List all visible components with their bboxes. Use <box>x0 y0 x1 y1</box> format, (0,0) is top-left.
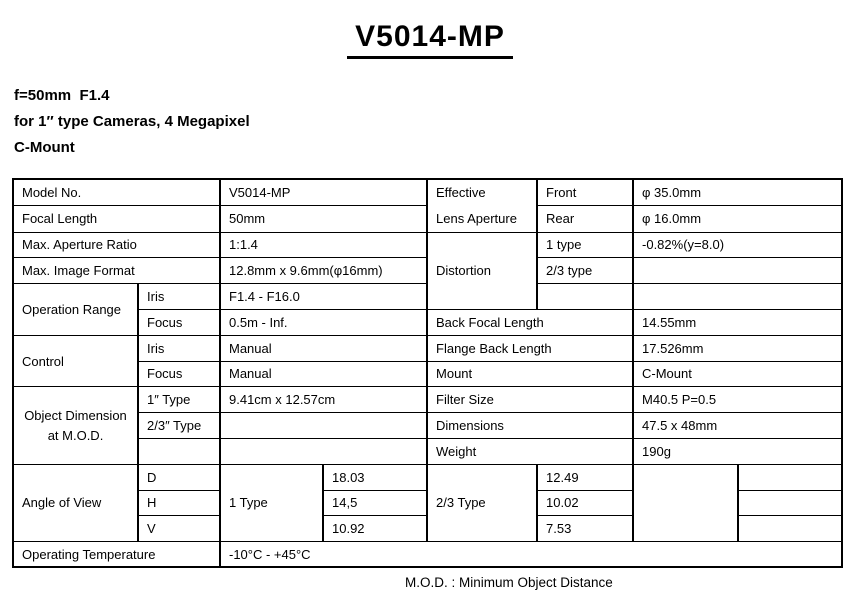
distortion-23type-label: 2/3 type <box>537 258 633 284</box>
object-dimension-23type-label: 2/3″ Type <box>138 413 220 439</box>
lens-aperture-rear-value: φ 16.0mm <box>633 206 842 233</box>
filter-size-label: Filter Size <box>427 387 633 413</box>
max-aperture-ratio-value: 1:1.4 <box>220 232 427 258</box>
angle-of-view-empty-merged-cell <box>633 464 738 541</box>
object-dimension-1type-value: 9.41cm x 12.57cm <box>220 387 427 413</box>
max-image-format-label: Max. Image Format <box>13 258 220 284</box>
summary-focal-aperture: f=50mm F1.4 <box>14 87 110 104</box>
angle-of-view-empty-cell <box>738 516 842 542</box>
object-dimension-label-line1: Object Dimension <box>24 407 127 423</box>
angle-of-view-h-label: H <box>138 490 220 516</box>
angle-of-view-1type-d-value: 18.03 <box>323 464 427 490</box>
table-row <box>13 542 842 568</box>
back-focal-length-label: Back Focal Length <box>427 309 633 335</box>
lens-aperture-label <box>427 179 537 232</box>
dimensions-label: Dimensions <box>427 413 633 439</box>
object-dimension-23type-value <box>220 413 427 439</box>
object-dimension-label-line2: at M.O.D. <box>47 427 104 443</box>
table-row <box>13 309 842 335</box>
angle-of-view-label: Angle of View <box>13 464 138 541</box>
flange-back-length-value: 17.526mm <box>633 335 842 361</box>
angle-of-view-empty-cell <box>738 464 842 490</box>
control-label: Control <box>13 335 138 387</box>
operation-range-focus-label: Focus <box>138 309 220 335</box>
angle-of-view-d-label: D <box>138 464 220 490</box>
operating-temperature-value: -10°C - +45°C <box>220 542 842 568</box>
distortion-23type-value <box>633 258 842 284</box>
spec-table <box>12 178 843 568</box>
lens-aperture-label-line1: Effective <box>436 185 486 200</box>
mount-label: Mount <box>427 361 633 387</box>
lens-aperture-label-line2: Lens Aperture <box>436 210 517 226</box>
distortion-1type-value: -0.82%(y=8.0) <box>633 232 842 258</box>
lens-summary <box>14 83 860 161</box>
angle-of-view-23type-label: 2/3 Type <box>427 464 537 541</box>
control-focus-label: Focus <box>138 361 220 387</box>
mount-value: C-Mount <box>633 361 842 387</box>
summary-mount: C-Mount <box>14 139 75 156</box>
control-focus-value: Manual <box>220 361 427 387</box>
table-row <box>13 179 842 206</box>
angle-of-view-23type-h-value: 10.02 <box>537 490 633 516</box>
angle-of-view-23type-d-value: 12.49 <box>537 464 633 490</box>
angle-of-view-empty-cell <box>738 490 842 516</box>
mod-definition-note: M.O.D. : Minimum Object Distance <box>405 575 613 591</box>
angle-of-view-1type-label: 1 Type <box>220 464 323 541</box>
title-area <box>0 0 860 59</box>
page-title: V5014-MP <box>347 20 513 59</box>
max-image-format-value: 12.8mm x 9.6mm(φ16mm) <box>220 258 427 284</box>
dimensions-value: 47.5 x 48mm <box>633 413 842 439</box>
operation-range-iris-value: F1.4 - F16.0 <box>220 284 427 310</box>
angle-of-view-23type-v-value: 7.53 <box>537 516 633 542</box>
lens-aperture-front-value: φ 35.0mm <box>633 179 842 206</box>
lens-aperture-rear-label: Rear <box>537 206 633 233</box>
operating-temperature-label: Operating Temperature <box>13 542 220 568</box>
distortion-1type-label: 1 type <box>537 232 633 258</box>
angle-of-view-v-label: V <box>138 516 220 542</box>
distortion-empty-value-cell <box>633 284 842 310</box>
distortion-empty-sub-cell <box>537 284 633 310</box>
table-row <box>13 387 842 413</box>
object-dimension-empty-sub-cell <box>138 438 220 464</box>
angle-of-view-1type-v-value: 10.92 <box>323 516 427 542</box>
operation-range-iris-label: Iris <box>138 284 220 310</box>
table-row <box>13 464 842 490</box>
table-row <box>13 232 842 258</box>
lens-aperture-front-label: Front <box>537 179 633 206</box>
angle-of-view-1type-h-value: 14,5 <box>323 490 427 516</box>
focal-length-value: 50mm <box>220 206 427 233</box>
operation-range-focus-value: 0.5m - Inf. <box>220 309 427 335</box>
filter-size-value: M40.5 P=0.5 <box>633 387 842 413</box>
focal-length-label: Focal Length <box>13 206 220 233</box>
control-iris-value: Manual <box>220 335 427 361</box>
object-dimension-empty-value-cell <box>220 438 427 464</box>
object-dimension-1type-label: 1″ Type <box>138 387 220 413</box>
back-focal-length-value: 14.55mm <box>633 309 842 335</box>
max-aperture-ratio-label: Max. Aperture Ratio <box>13 232 220 258</box>
table-row <box>13 438 842 464</box>
control-iris-label: Iris <box>138 335 220 361</box>
object-dimension-label <box>13 387 138 464</box>
table-row <box>13 361 842 387</box>
distortion-label: Distortion <box>427 232 537 309</box>
weight-label: Weight <box>427 438 633 464</box>
table-row <box>13 335 842 361</box>
flange-back-length-label: Flange Back Length <box>427 335 633 361</box>
weight-value: 190g <box>633 438 842 464</box>
table-row <box>13 413 842 439</box>
operation-range-label: Operation Range <box>13 284 138 336</box>
summary-camera-type: for 1″ type Cameras, 4 Megapixel <box>14 113 250 130</box>
model-no-label: Model No. <box>13 179 220 206</box>
model-no-value: V5014-MP <box>220 179 427 206</box>
